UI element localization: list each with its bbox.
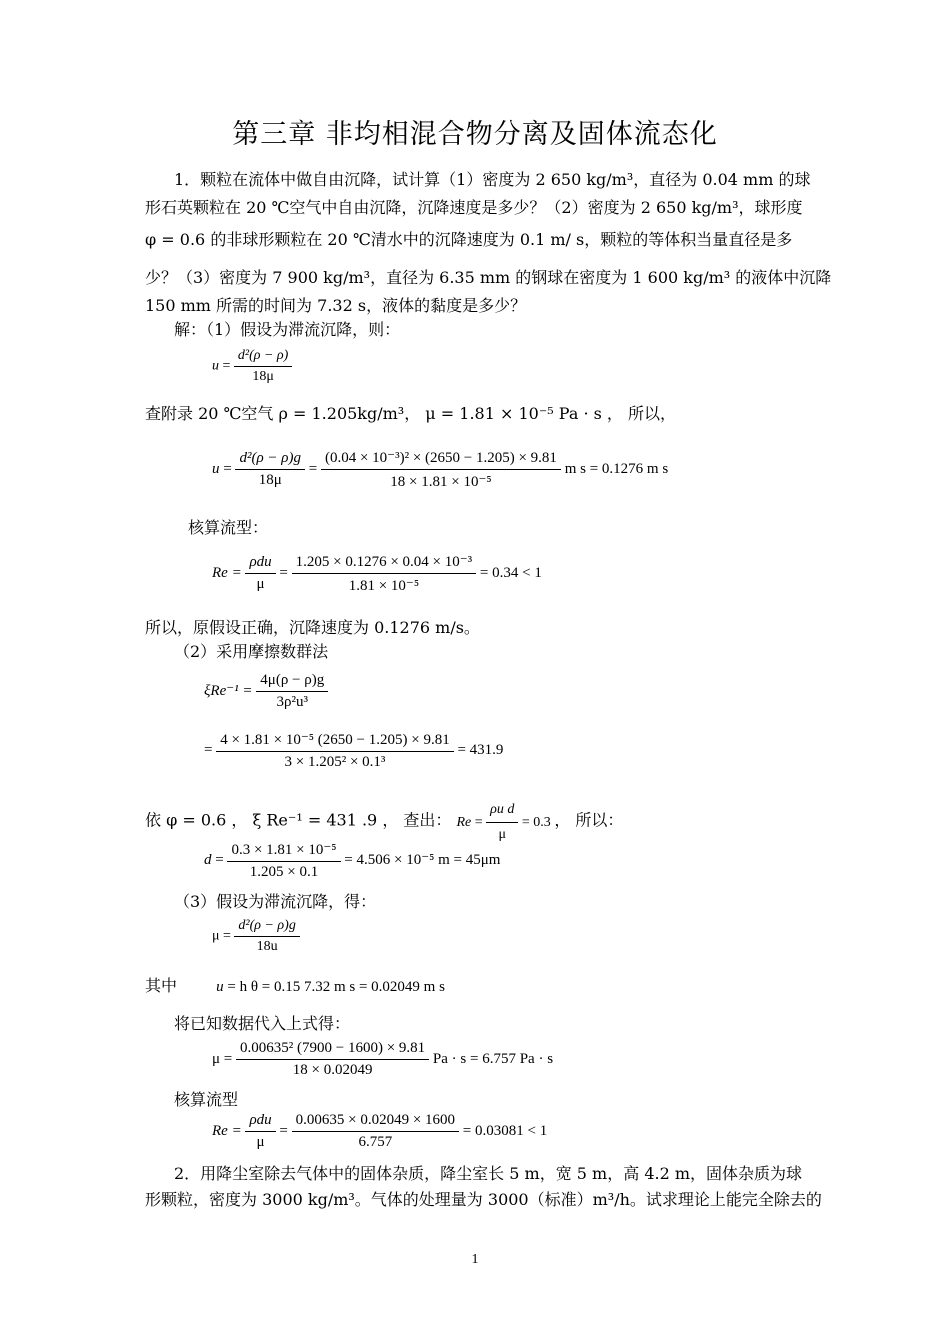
eq7-result: = 4.506 × 10⁻⁵ m = 45μm [344,851,501,868]
equation-equivalent-diameter: d = $\frac{\text{0.3 × 1.81 × 10⁻⁵}}{1.205 \times 0.1}$ = 4.506 × 10⁻⁵ m = 45μm [204,842,501,880]
eq7-numerator: 0.3 × 1.81 × 10⁻⁵ [227,840,340,862]
equation-friction-value: = $\frac{\text{4 × 1.81 × 10⁻⁵ (2650 − 1.205) × 9.81}}{\text{3 × 1.205² × 0.1³}}$ = 431.9 [204,732,504,770]
eq5-denominator: 3 × 1.205² × 0.1³ [284,754,386,770]
eq10-denominator: 18 × 0.02049 [292,1062,373,1078]
page-number: 1 [471,1252,479,1267]
eq11-result: = 0.03081 < 1 [462,1122,548,1139]
eq11-fraction2 [292,1112,459,1151]
solution3-intro: （3）假设为滞流沉降，得： [174,892,377,911]
conclusion-1: 所以，原假设正确，沉降速度为 0.1276 m/s。 [145,618,480,637]
eq4-denominator: 3ρ²u³ [276,694,308,710]
eq10-numerator: 0.00635² (7900 − 1600) × 9.81 [236,1040,429,1060]
problem1-line2: 形石英颗粒在 20 ℃空气中自由沉降，沉降速度是多少？（2）密度为 2 650 kg/m³，球形度 [145,198,803,217]
eq6-fraction [486,800,518,845]
lookup-line: 查附录 20 ℃空气 ρ = 1.205kg/m³， μ = 1.81 × 10⁻⁵ Pa · s ， 所以， [145,404,677,423]
check-flow-label-1: 核算流型： [188,518,269,537]
substitute-line: 将已知数据代入上式得： [174,1014,351,1033]
eq11-fraction1 [245,1112,275,1151]
problem2-line1: 2．用降尘室除去气体中的固体杂质，降尘室长 5 m，宽 5 m，高 4.2 m，固体杂质为球 [174,1164,803,1183]
eq9-text: = h θ = 0.15 7.32 m s = 0.02049 m s [227,979,445,995]
eq4-numerator: 4μ(ρ − ρ)g [256,672,328,692]
eq2-numerator1: d²(ρ − ρ)g [235,450,305,470]
eq5-fraction [216,730,453,771]
lookup2-tail: ， 所以： [554,810,624,830]
eq1-lhs: u [212,358,219,374]
where-line [145,976,445,997]
eq3-denominator1: μ [256,576,265,592]
eq2-numerator2: (0.04 × 10⁻³)² × (2650 − 1.205) × 9.81 [321,448,561,470]
eq7-lhs: d [204,851,212,868]
problem1-line1: 1．颗粒在流体中做自由沉降，试计算（1）密度为 2 650 kg/m³，直径为 0.04 mm 的球 [174,170,811,189]
eq3-denominator2: 1.81 × 10⁻⁵ [348,578,420,594]
equation-velocity-measured: u = h θ = 0.15 7.32 m s = 0.02049 m s [216,979,445,995]
problem1-line3: φ = 0.6 的非球形颗粒在 20 ℃清水中的沉降速度为 0.1 m/ s，颗粒的等体积当量直径是多 [145,230,793,249]
eq7-denominator: 1.205 × 0.1 [249,864,319,880]
eq2-result: m s = 0.1276 m s [564,460,669,477]
equation-reynolds-1: Re = $\frac{\text{ρdu}}{\mu}$ = $\frac{\text{1.205 × 0.1276 × 0.04 × 10⁻³}}{\text{1.81 × 10⁻⁵}}$ = 0.34 < 1 [212,554,542,594]
eq2-denominator2: 18 × 1.81 × 10⁻⁵ [390,474,492,490]
problem1-line4: 少？（3）密度为 7 900 kg/m³，直径为 6.35 mm 的钢球在密度为 1 600 kg/m³ 的液体中沉降 [145,268,832,287]
eq5-result: = 431.9 [457,741,504,758]
eq5-numerator: 4 × 1.81 × 10⁻⁵ (2650 − 1.205) × 9.81 [216,730,453,752]
eq8-numerator: d²(ρ − ρ)g [234,918,299,937]
eq11-denominator1: μ [256,1134,265,1150]
equation-viscosity-value [212,1040,553,1079]
eq11-numerator2: 0.00635 × 0.02049 × 1600 [292,1112,459,1132]
eq6-lhs: Re [456,814,472,830]
eq11-numerator1: ρdu [245,1112,275,1132]
eq3-lhs: Re = [212,564,242,581]
equation-reynolds-lookup: Re = $\frac{\text{ρu d}}{\mu}$ = 0.3 [457,815,555,830]
lookup-line-2 [145,800,623,845]
eq11-denominator2: 6.757 [358,1134,393,1150]
eq1-denominator: 18μ [252,369,274,384]
eq6-numerator: ρu d [486,800,518,823]
eq4-lhs: ξRe⁻¹ = [204,682,253,699]
eq10-lhs: μ = [212,1050,233,1067]
eq6-denominator: μ [498,827,507,842]
equation-settling-velocity: u = $\frac{\text{d²(ρ − ρ)g}}{18\mu}$ = $\frac{\text{(0.04 × 10⁻³)² × (2650 − 1.205) × 9.81}}{\text{18 × 1.81 × 10⁻⁵}}$ m s = 0.1276 m s [212,450,669,490]
eq1-fraction [234,348,292,385]
eq10-fraction [236,1040,429,1079]
eq11-lhs: Re = [212,1122,242,1139]
eq8-fraction [234,918,299,955]
eq4-fraction [256,672,328,711]
eq8-denominator: 18u [256,939,278,954]
equation-stokes: u = $\frac{\text{d²(ρ − ρ)}}{18\mu}$ [212,348,292,385]
eq3-result: = 0.34 < 1 [479,564,542,581]
equation-friction-group [204,672,328,711]
lookup2-text: 依 φ = 0.6 ， ξ Re⁻¹ = 431 .9 ， 查出： [145,810,452,830]
check-flow-label-3: 核算流型 [174,1090,239,1109]
eq2-fraction2 [321,448,561,491]
solution1-intro: 解：（1）假设为滞流沉降，则： [174,320,401,339]
problem2-line2: 形颗粒，密度为 3000 kg/m³。气体的处理量为 3000（标准）m³/h。试求理论上能完全除去的 [145,1190,822,1209]
eq3-numerator1: ρdu [245,554,275,574]
chapter-title: 第三章 非均相混合物分离及固体流态化 [232,119,718,150]
eq2-fraction1 [235,450,305,489]
eq3-fraction2 [292,552,477,595]
equation-viscosity [212,918,300,955]
solution2-intro: （2）采用摩擦数群法 [174,642,329,661]
eq1-numerator: d²(ρ − ρ) [234,348,292,367]
eq7-fraction [227,840,340,881]
problem1-line5: 150 mm 所需的时间为 7.32 s，液体的黏度是多少？ [145,296,527,315]
equation-reynolds-3: Re = $\frac{\text{ρdu}}{\mu}$ = $\frac{0.00635 \times 0.02049 \times 1600}{6.757}$ = 0.03081 < 1 [212,1112,548,1150]
eq8-lhs: μ = [212,928,231,944]
eq3-fraction1 [245,554,275,593]
where-label: 其中 [145,976,178,995]
eq6-result: = 0.3 [521,814,551,830]
eq3-numerator2: 1.205 × 0.1276 × 0.04 × 10⁻³ [292,552,477,574]
eq10-result: Pa · s = 6.757 Pa · s [432,1050,554,1067]
eq2-denominator1: 18μ [258,472,282,488]
